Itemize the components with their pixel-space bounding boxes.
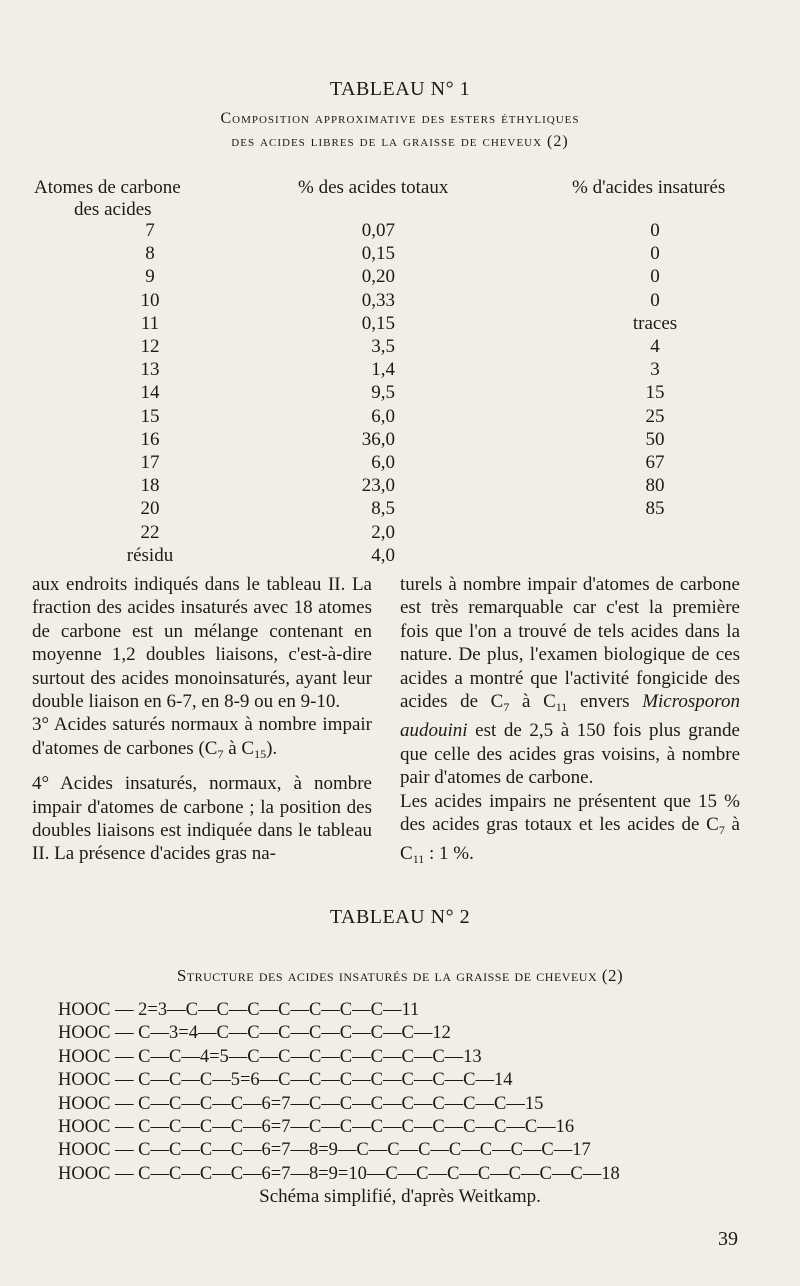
table-cell-total: 0,15 [361, 312, 395, 334]
formula-row: HOOC — C—C—4=5—C—C—C—C—C—C—C—13 [58, 1046, 482, 1067]
left-paragraph-1: aux endroits indiqués dans le tableau II. La fraction des acides insaturés avec 18 atomes de carbone est un mélange contenant en moyenne 1,2 doubles liaisons, c'est-à-dire surtout des acides monoinsaturés, ayant leur double liaison en 6-7, en 8-9 ou en 9-10. [32, 574, 372, 713]
table-cell-unsat: 0 [650, 266, 660, 288]
table-cell-carbon: 10 [140, 289, 160, 311]
table-row [0, 359, 800, 383]
table-row [0, 429, 800, 453]
table-cell-carbon: 11 [140, 312, 160, 334]
table2-subtitle: Structure des acides insaturés de la graisse de cheveux (2) [176, 966, 624, 985]
table-cell-unsat: 67 [645, 452, 665, 473]
table-cell-carbon: 14 [140, 382, 160, 404]
table1-subtitle-line2: des acides libres de la graisse de cheveux (2) [231, 133, 569, 150]
formula-row: HOOC — 2=3—C—C—C—C—C—C—C—11 [58, 1000, 420, 1020]
table-cell-total: 0,20 [361, 266, 395, 288]
table-cell-total: 6,0 [371, 452, 395, 473]
table1-subtitle-line1: Composition approximative des esters éthyliques [220, 110, 580, 127]
left-paragraph-2: 3° Acides saturés normaux à nombre impair d'atomes de carbones ($C_7$ à $C_{15}$). [32, 714, 372, 761]
table-cell-total: 1,4 [371, 359, 395, 381]
table-row [0, 243, 800, 267]
table-row [0, 266, 800, 290]
table-cell-carbon: 17 [140, 452, 160, 473]
table-cell-total: 9,5 [371, 382, 395, 404]
table-row [0, 313, 800, 337]
table-row [0, 475, 800, 499]
table-cell-carbon: résidu [126, 544, 174, 566]
left-paragraph-3: 4° Acides insaturés, normaux, à nombre impair d'atomes de carbone ; la position des doubles liaisons est indiquée dans le tableau II. La présence d'acides gras na- [32, 773, 372, 865]
table-cell-carbon: 8 [145, 243, 155, 265]
table-row [0, 498, 800, 522]
table-row [0, 545, 800, 569]
table1-header-total: % des acides totaux [298, 177, 449, 198]
table-cell-unsat: 50 [645, 428, 665, 450]
table-row [0, 406, 800, 430]
table-cell-total: 2,0 [371, 521, 395, 543]
table-cell-total: 36,0 [361, 428, 395, 450]
page-number: 39 [718, 1228, 738, 1250]
table-cell-unsat: 4 [650, 336, 660, 357]
table-cell-unsat: 25 [645, 405, 665, 427]
right-paragraph-1: turels à nombre impair d'atomes de carbone est très remarquable car c'est la première fois que l'on a trouvé de tels acides dans la nature. De plus, l'examen biologique de ces acides a montré que l'activité fongicide des acides de $C_7$ à $C_{11}$ envers Microsporon audouini est de 2,5 à 150 fois plus grande que celle des acides gras voisins, à nombre pair d'atomes de carbone. [400, 574, 740, 789]
formula-row: HOOC — C—C—C—C—6=7—C—C—C—C—C—C—C—C—16 [58, 1117, 575, 1137]
table1-title: TABLEAU N° 1 [329, 78, 471, 100]
formula-row: HOOC — C—C—C—C—6=7—8=9—C—C—C—C—C—C—C—17 [58, 1140, 591, 1161]
table-cell-carbon: 12 [140, 336, 160, 357]
formula-row: HOOC — C—3=4—C—C—C—C—C—C—C—12 [58, 1023, 451, 1044]
table-cell-carbon: 20 [140, 498, 160, 520]
table-cell-unsat: 0 [650, 220, 660, 241]
table-cell-total: 0,33 [361, 289, 395, 311]
table-cell-carbon: 16 [140, 428, 160, 450]
table-cell-unsat: 3 [650, 359, 660, 381]
table-row [0, 220, 800, 244]
table-cell-unsat: 15 [645, 382, 665, 404]
table-cell-carbon: 13 [140, 359, 160, 381]
table-cell-total: 23,0 [361, 475, 395, 497]
table-cell-total: 3,5 [371, 336, 395, 357]
table-row [0, 290, 800, 314]
right-column [400, 573, 740, 872]
table-cell-carbon: 15 [140, 405, 160, 427]
table-cell-total: 6,0 [371, 405, 395, 427]
table-cell-unsat: traces [632, 312, 678, 334]
left-column [32, 573, 372, 866]
table-cell-total: 8,5 [371, 498, 395, 520]
table1-header-carbon-2: des acides [74, 199, 152, 220]
table-row [0, 382, 800, 406]
table-row [0, 336, 800, 360]
formula-row: HOOC — C—C—C—5=6—C—C—C—C—C—C—C—14 [58, 1070, 513, 1091]
table-cell-total: 4,0 [371, 544, 395, 566]
table1-header-carbon: Atomes de carbone [34, 177, 181, 198]
formula-row: HOOC — C—C—C—C—6=7—C—C—C—C—C—C—C—15 [58, 1093, 544, 1114]
formula-row: HOOC — C—C—C—C—6=7—8=9=10—C—C—C—C—C—C—C—18 [58, 1163, 620, 1184]
table-cell-unsat: 0 [650, 243, 660, 265]
table-row [0, 452, 800, 476]
table-cell-carbon: 7 [145, 220, 155, 241]
table2-title: TABLEAU N° 2 [329, 906, 471, 928]
table-cell-unsat: 80 [645, 475, 665, 497]
table2-caption: Schéma simplifié, d'après Weitkamp. [259, 1186, 541, 1207]
table-cell-carbon: 9 [145, 266, 155, 288]
table-cell-total: 0,07 [361, 220, 395, 241]
table-cell-unsat: 0 [650, 289, 660, 311]
table-cell-unsat: 85 [645, 498, 665, 520]
table-row [0, 522, 800, 546]
table-cell-carbon: 18 [140, 475, 160, 497]
right-paragraph-2: Les acides impairs ne présentent que 15 % des acides gras totaux et les acides de $C_7$ à $C_{11}$ : 1 %. [400, 790, 740, 867]
table-cell-carbon: 22 [140, 521, 160, 543]
table1-header-unsaturated: % d'acides insaturés [572, 177, 726, 198]
table-cell-total: 0,15 [361, 243, 395, 265]
